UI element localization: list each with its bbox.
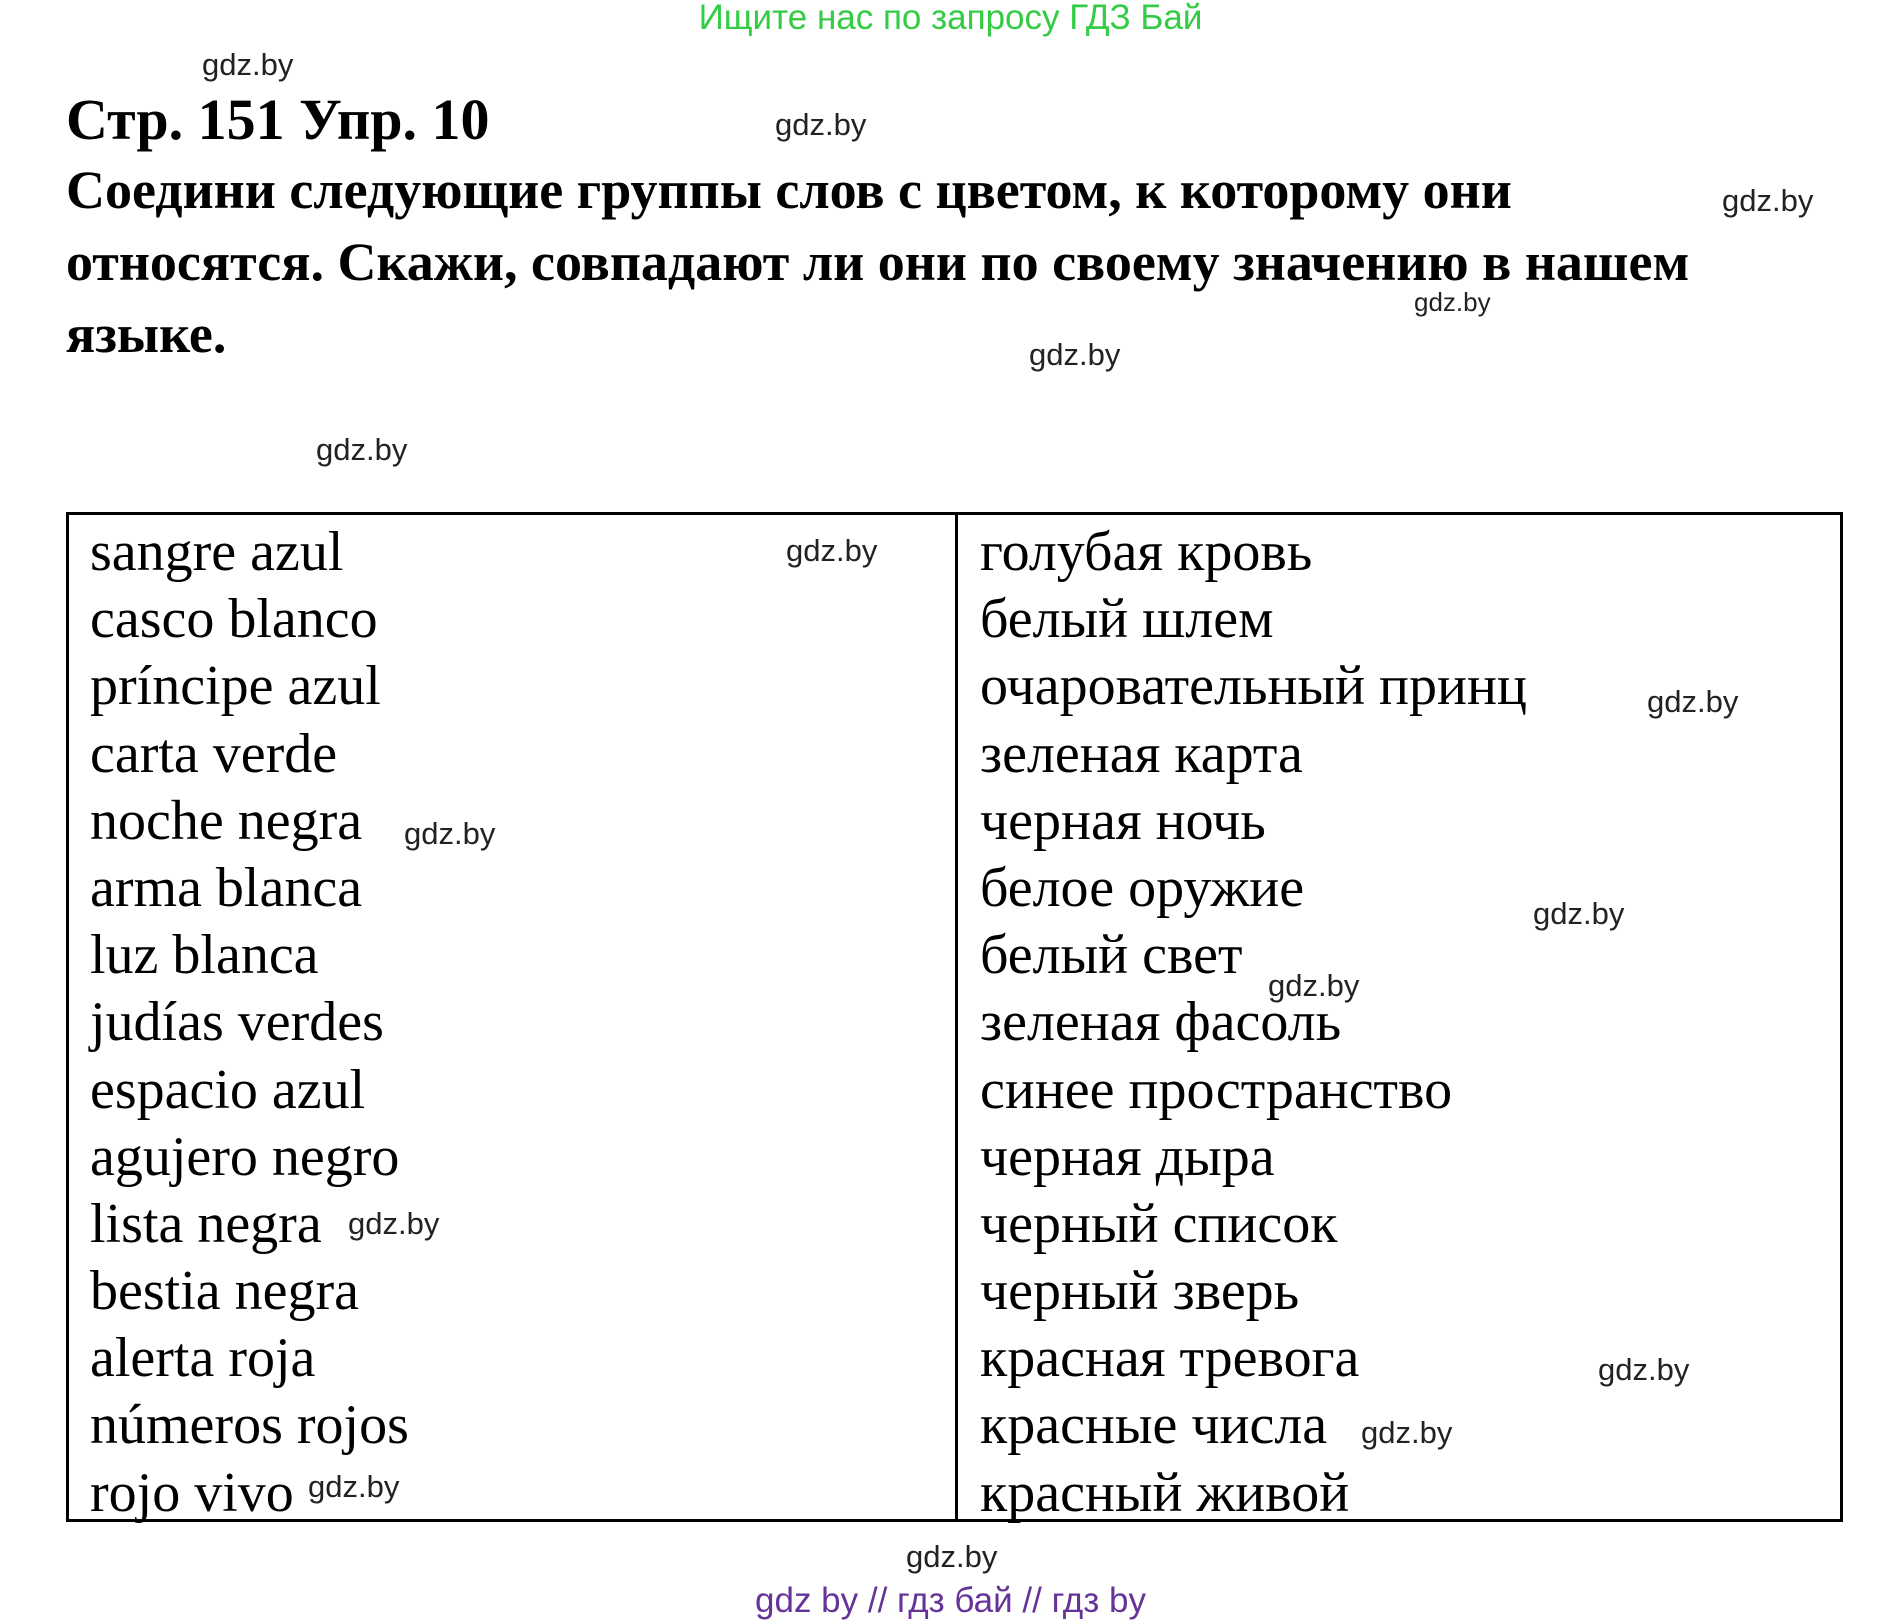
spanish-phrase: espacio azul (90, 1058, 366, 1121)
top-banner: Ищите нас по запросу ГДЗ Бай (698, 0, 1203, 37)
russian-phrase: черный список (980, 1192, 1338, 1255)
watermark: gdz.by (1029, 337, 1121, 372)
spanish-phrase: arma blanca (90, 856, 363, 919)
russian-phrase: голубая кровь (980, 521, 1313, 583)
instruction-line-3: языке. (66, 304, 227, 364)
russian-phrase: красная тревога (980, 1327, 1360, 1390)
watermark: gdz.by (775, 107, 867, 142)
spanish-phrase: casco blanco (90, 588, 378, 651)
table-divider (955, 512, 958, 1522)
russian-phrase: черная дыра (980, 1125, 1275, 1188)
spanish-phrase: noche negra (90, 789, 363, 852)
spanish-column (90, 514, 409, 1522)
watermark: gdz.by (906, 1539, 998, 1574)
russian-phrase: зеленая фасоль (980, 991, 1342, 1054)
watermark: gdz.by (786, 533, 878, 568)
watermark: gdz.by (1598, 1352, 1690, 1387)
russian-column (980, 514, 1527, 1522)
russian-phrase: очаровательный принц (980, 655, 1527, 718)
russian-phrase: синее пространство (980, 1058, 1453, 1121)
spanish-phrase: sangre azul (90, 521, 344, 583)
watermark: gdz.by (348, 1206, 440, 1241)
russian-phrase: белый шлем (980, 588, 1274, 651)
spanish-phrase: números rojos (90, 1394, 409, 1457)
watermark: gdz.by (308, 1469, 400, 1504)
spanish-phrase: carta verde (90, 722, 338, 785)
instruction-line-1: Соедини следующие группы слов с цветом, к которому они (66, 160, 1512, 220)
russian-phrase: черная ночь (980, 789, 1266, 852)
russian-phrase: зеленая карта (980, 722, 1303, 785)
spanish-phrase: bestia negra (90, 1260, 359, 1323)
russian-phrase: черный зверь (980, 1260, 1300, 1323)
russian-phrase: белый свет (980, 924, 1243, 987)
spanish-phrase: luz blanca (90, 924, 319, 987)
watermark: gdz.by (316, 432, 408, 467)
russian-phrase: красные числа (980, 1394, 1328, 1457)
spanish-phrase: lista negra (90, 1192, 322, 1255)
watermark: gdz.by (1722, 183, 1814, 218)
watermark: gdz.by (1268, 968, 1360, 1003)
spanish-phrase: príncipe azul (90, 655, 381, 718)
watermark: gdz.by (202, 47, 294, 82)
russian-phrase: белое оружие (980, 856, 1305, 919)
spanish-phrase: judías verdes (90, 991, 384, 1054)
page-title: Стр. 151 Упр. 10 (66, 87, 490, 152)
watermark: gdz.by (1361, 1415, 1453, 1450)
watermark: gdz.by (1533, 896, 1625, 931)
instruction-line-2: относятся. Скажи, совпадают ли они по своему значению в нашем (66, 232, 1690, 292)
watermark: gdz.by (1414, 287, 1491, 317)
spanish-phrase: agujero negro (90, 1125, 400, 1188)
spanish-phrase: rojo vivo (90, 1461, 294, 1524)
footer-links[interactable]: gdz by // гдз бай // гдз by (755, 1581, 1146, 1620)
watermark: gdz.by (404, 816, 496, 851)
watermark: gdz.by (1647, 684, 1739, 719)
spanish-phrase: alerta roja (90, 1327, 316, 1390)
russian-phrase: красный живой (980, 1461, 1350, 1524)
